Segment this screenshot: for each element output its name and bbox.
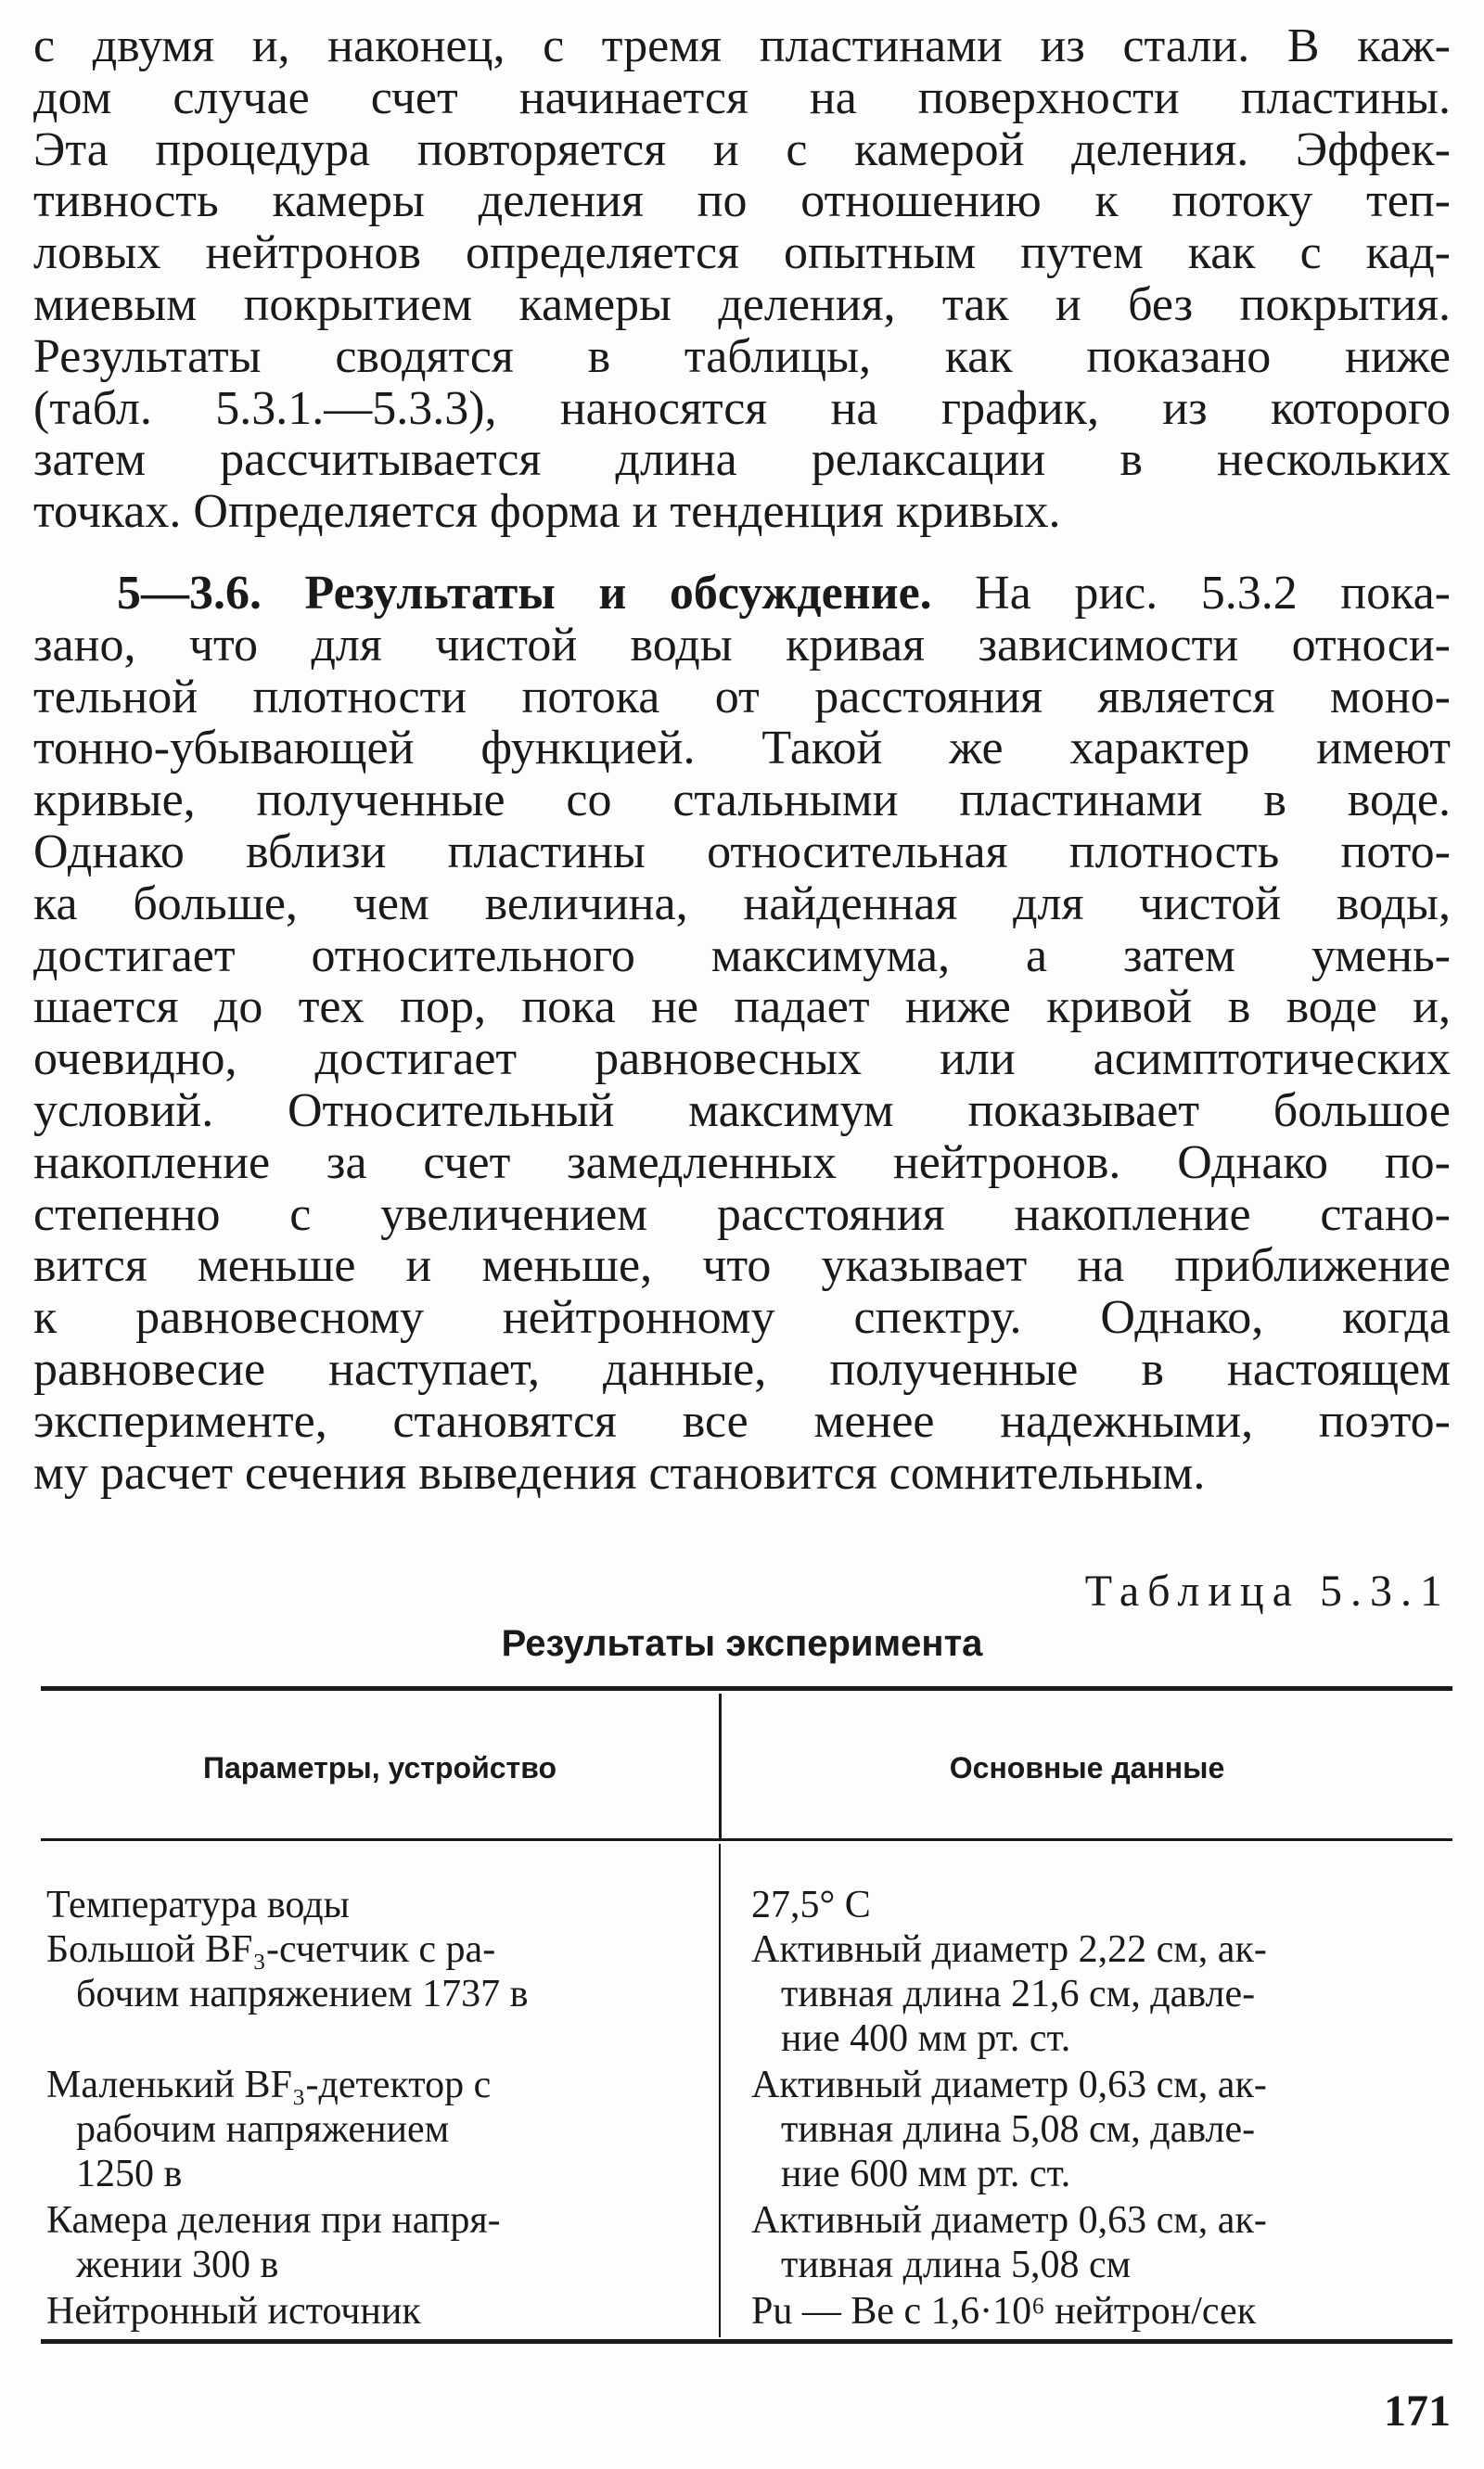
cell-line: ние 600 мм рт. ст.	[781, 2153, 1071, 2195]
text-line: условий. Относительный максимум показывает большое	[33, 1083, 1451, 1137]
table-number: Таблица 5.3.1	[1084, 1567, 1451, 1616]
cell-line: тивная длина 21,6 см, давле-	[781, 1973, 1256, 2015]
table-top-rule	[41, 1686, 1452, 1691]
cell-line: Температура воды	[46, 1884, 350, 1926]
text-line: Результаты сводятся в таблицы, как показано ниже	[33, 329, 1451, 383]
text-line: тивность камеры деления по отношению к потоку теп-	[33, 174, 1451, 228]
table-header-rule	[41, 1838, 1452, 1841]
text-line: ловых нейтронов определяется опытным путем как с кад-	[33, 226, 1451, 280]
cell-line: жении 300 в	[76, 2244, 279, 2286]
cell-line: тивная длина 5,08 см, давле-	[781, 2108, 1256, 2151]
text-line: эксперименте, становятся все менее надежными, поэто-	[33, 1394, 1451, 1448]
text-line: тонно-убывающей функцией. Такой же характер имеют	[33, 722, 1451, 775]
table-title: Результаты эксперимента	[501, 1623, 983, 1664]
table-cell-param	[46, 1927, 686, 2016]
cell-line: 1250 в	[76, 2153, 183, 2195]
table-cell-data	[751, 1927, 1438, 2061]
text-line: Эта процедура повторяется и с камерой деления. Эффек-	[33, 122, 1451, 176]
text-line: равновесие наступает, данные, полученные в настоящем	[33, 1342, 1451, 1396]
cell-line: 27,5° С	[751, 1884, 871, 1926]
page-number: 171	[1384, 2386, 1451, 2436]
cell-line: Камера деления при напря-	[46, 2199, 501, 2242]
text-line: с двумя и, наконец, с тремя пластинами из стали. В каж-	[33, 19, 1451, 72]
text-line: затем рассчитывается длина релаксации в нескольких	[33, 433, 1451, 487]
column-header-data: Основные данные	[949, 1751, 1225, 1785]
paragraph-2	[33, 568, 1451, 1499]
text-line-first	[33, 568, 1451, 620]
table-cell-data	[751, 2063, 1438, 2196]
text-line: ка больше, чем величина, найденная для чистой воды,	[33, 876, 1451, 930]
table-cell-param	[46, 2289, 686, 2334]
cell-line: бочим напряжением 1737 в	[76, 1973, 529, 2015]
text-line: очевидно, достигает равновесных или асимптотических	[33, 1032, 1451, 1086]
cell-line: Активный диаметр 2,22 см, ак-	[751, 1928, 1267, 1971]
heading-continuation: На рис. 5.3.2 пока-	[931, 567, 1451, 620]
text-line: накопление за счет замедленных нейтронов. Однако по-	[33, 1135, 1451, 1189]
table-bottom-rule	[41, 2339, 1452, 2344]
text-line: степенно с увеличением расстояния накопление стано-	[33, 1187, 1451, 1241]
text-line: (табл. 5.3.1.—5.3.3), наносятся на график, из которого	[33, 381, 1451, 435]
column-header-parameters: Параметры, устройство	[202, 1751, 556, 1785]
text-line: му расчет сечения выведения становится сомнительным.	[33, 1446, 1206, 1500]
text-line: тельной плотности потока от расстояния является моно-	[33, 670, 1451, 723]
text-line: к равновесному нейтронному спектру. Однако, когда	[33, 1291, 1451, 1345]
table-cell-param	[46, 1883, 686, 1927]
cell-line: рабочим напряжением	[76, 2108, 450, 2151]
cell-line: тивная длина 5,08 см	[781, 2244, 1132, 2286]
body-column-divider	[719, 1844, 721, 2337]
cell-line: Активный диаметр 0,63 см, ак-	[751, 2064, 1267, 2106]
table-cell-data	[751, 1883, 1438, 1927]
cell-line: Большой BF₃-счетчик с ра-	[46, 1928, 496, 1971]
table-cell-param	[46, 2063, 686, 2196]
paragraph-1	[33, 20, 1451, 538]
text-line: вится меньше и меньше, что указывает на приближение	[33, 1239, 1451, 1293]
cell-line: Маленький BF₃-детектор с	[46, 2064, 492, 2106]
text-line: миевым покрытием камеры деления, так и без покрытия.	[33, 277, 1451, 331]
text-line: кривые, полученные со стальными пластинами в воде.	[33, 774, 1451, 827]
cell-line: Нейтронный источник	[46, 2290, 421, 2333]
cell-line: Активный диаметр 0,63 см, ак-	[751, 2199, 1267, 2242]
table-cell-data	[751, 2289, 1438, 2334]
text-line: дом случае счет начинается на поверхности пластины.	[33, 70, 1451, 124]
text-line: Однако вблизи пластины относительная плотность пото-	[33, 825, 1451, 878]
cell-line: ние 400 мм рт. ст.	[781, 2017, 1071, 2060]
table-cell-data	[751, 2198, 1438, 2287]
table-cell-param	[46, 2198, 686, 2287]
text-line: достигает относительного максимума, а затем умень-	[33, 928, 1451, 982]
text-line: шается до тех пор, пока не падает ниже кривой в воде и,	[33, 980, 1451, 1034]
section-heading: 5—3.6. Результаты и обсуждение.	[117, 567, 932, 620]
text-line: точках. Определяется форма и тенденция кривых.	[33, 485, 1061, 539]
cell-line: Pu — Be с 1,6·10⁶ нейтрон/сек	[751, 2290, 1257, 2333]
text-line: зано, что для чистой воды кривая зависимости относи-	[33, 618, 1451, 672]
